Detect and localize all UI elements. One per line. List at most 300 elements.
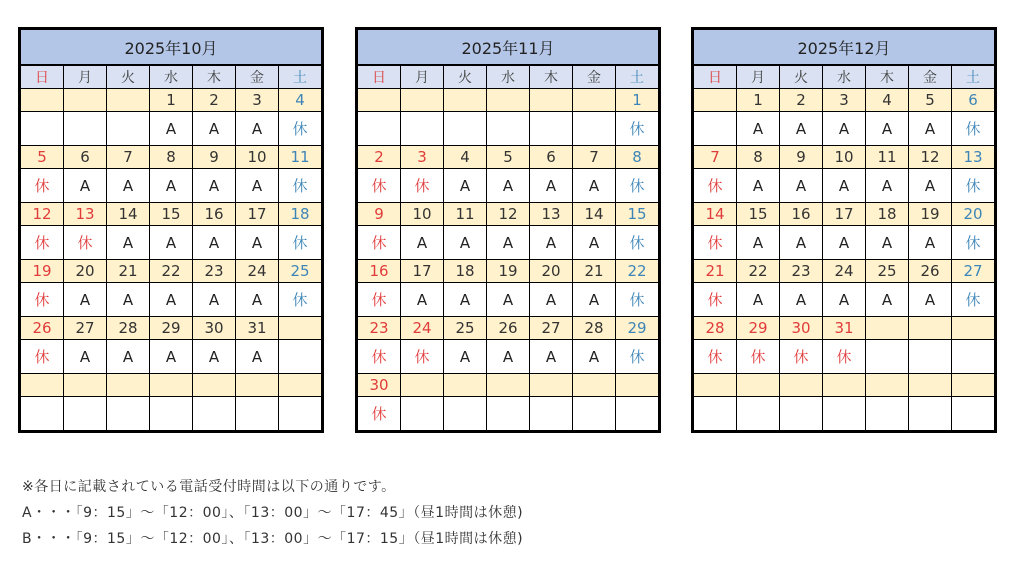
date-cell (444, 374, 487, 397)
date-cell (694, 374, 737, 397)
date-cell: 26 (909, 260, 952, 283)
status-cell (107, 397, 150, 431)
status-row (358, 283, 659, 317)
status-row (358, 169, 659, 203)
date-cell: 23 (780, 260, 823, 283)
date-cell (279, 317, 322, 340)
status-cell: A (150, 169, 193, 203)
date-cell (193, 374, 236, 397)
date-cell: 13 (64, 203, 107, 226)
date-cell: 20 (952, 203, 995, 226)
date-cell (487, 89, 530, 112)
date-row (21, 317, 322, 340)
status-cell: A (107, 226, 150, 260)
status-row (694, 169, 995, 203)
status-cell (780, 397, 823, 431)
status-cell (823, 397, 866, 431)
status-cell (487, 397, 530, 431)
date-cell (107, 374, 150, 397)
date-cell (694, 89, 737, 112)
weekday-header: 水 (150, 65, 193, 89)
date-cell (64, 89, 107, 112)
date-cell: 4 (279, 89, 322, 112)
date-cell: 22 (150, 260, 193, 283)
weekday-header: 土 (952, 65, 995, 89)
status-cell: A (401, 283, 444, 317)
status-row (358, 397, 659, 431)
status-cell: A (573, 226, 616, 260)
date-row (21, 89, 322, 112)
date-cell: 28 (694, 317, 737, 340)
date-row (694, 260, 995, 283)
status-cell: 休 (823, 340, 866, 374)
weekday-header: 金 (909, 65, 952, 89)
status-row (21, 283, 322, 317)
date-cell: 11 (444, 203, 487, 226)
status-cell: A (737, 283, 780, 317)
status-cell: A (193, 340, 236, 374)
date-row (358, 146, 659, 169)
date-cell: 21 (107, 260, 150, 283)
status-cell (573, 397, 616, 431)
calendar-december (691, 27, 997, 433)
status-cell (866, 397, 909, 431)
date-cell: 10 (401, 203, 444, 226)
date-cell (401, 374, 444, 397)
status-cell (21, 397, 64, 431)
weekday-header: 火 (444, 65, 487, 89)
weekday-header: 金 (236, 65, 279, 89)
date-cell: 4 (866, 89, 909, 112)
status-cell: A (150, 340, 193, 374)
status-cell: 休 (694, 169, 737, 203)
date-cell (866, 374, 909, 397)
date-cell: 29 (616, 317, 659, 340)
status-cell (952, 340, 995, 374)
status-cell: A (487, 226, 530, 260)
date-cell: 11 (866, 146, 909, 169)
weekday-header: 木 (530, 65, 573, 89)
status-cell (616, 397, 659, 431)
status-cell: 休 (616, 283, 659, 317)
status-cell: A (866, 112, 909, 146)
status-cell: A (737, 169, 780, 203)
status-cell: A (530, 340, 573, 374)
notes-intro: ※各日に記載されている電話受付時間は以下の通りです。 (22, 479, 396, 495)
status-cell: 休 (358, 340, 401, 374)
status-cell: A (107, 283, 150, 317)
month-title: 2025年11月 (358, 30, 659, 66)
status-cell: 休 (616, 169, 659, 203)
status-cell: A (909, 283, 952, 317)
status-cell (236, 397, 279, 431)
date-row (358, 317, 659, 340)
date-cell (530, 89, 573, 112)
status-cell (952, 397, 995, 431)
date-cell: 1 (737, 89, 780, 112)
status-cell: 休 (21, 226, 64, 260)
date-cell (909, 317, 952, 340)
status-cell: 休 (358, 397, 401, 431)
date-cell (573, 374, 616, 397)
status-cell: A (573, 169, 616, 203)
status-row (358, 340, 659, 374)
date-cell: 25 (279, 260, 322, 283)
weekday-header: 水 (823, 65, 866, 89)
date-cell: 12 (487, 203, 530, 226)
status-cell: A (909, 112, 952, 146)
date-cell (64, 374, 107, 397)
date-cell: 12 (21, 203, 64, 226)
status-cell (358, 112, 401, 146)
weekday-header: 木 (866, 65, 909, 89)
status-cell: 休 (279, 112, 322, 146)
date-cell: 8 (150, 146, 193, 169)
date-cell: 22 (737, 260, 780, 283)
date-cell: 20 (64, 260, 107, 283)
status-cell: A (150, 226, 193, 260)
status-row (21, 169, 322, 203)
date-cell: 9 (780, 146, 823, 169)
status-cell: A (444, 226, 487, 260)
status-row (694, 340, 995, 374)
status-cell: 休 (952, 112, 995, 146)
status-cell (737, 397, 780, 431)
weekday-header: 火 (107, 65, 150, 89)
status-cell: A (107, 340, 150, 374)
date-cell (616, 374, 659, 397)
status-cell: 休 (21, 169, 64, 203)
date-cell: 17 (236, 203, 279, 226)
date-cell: 29 (150, 317, 193, 340)
weekday-header: 土 (616, 65, 659, 89)
status-cell: 休 (694, 283, 737, 317)
date-cell: 30 (358, 374, 401, 397)
status-cell: A (780, 169, 823, 203)
date-cell: 2 (780, 89, 823, 112)
status-cell: A (780, 112, 823, 146)
date-cell: 18 (866, 203, 909, 226)
date-cell: 15 (150, 203, 193, 226)
status-cell: 休 (952, 283, 995, 317)
status-cell: A (866, 283, 909, 317)
month-title: 2025年10月 (21, 30, 322, 66)
status-row (358, 226, 659, 260)
status-cell: A (64, 169, 107, 203)
date-row (694, 374, 995, 397)
date-cell: 27 (64, 317, 107, 340)
date-cell: 24 (401, 317, 444, 340)
date-cell: 2 (193, 89, 236, 112)
status-cell: A (909, 169, 952, 203)
date-cell (823, 374, 866, 397)
date-row (358, 89, 659, 112)
status-cell: 休 (616, 112, 659, 146)
weekday-header: 日 (358, 65, 401, 89)
status-cell: 休 (358, 283, 401, 317)
status-cell: A (236, 283, 279, 317)
weekday-header: 木 (193, 65, 236, 89)
date-cell: 19 (21, 260, 64, 283)
status-cell (909, 397, 952, 431)
date-cell: 7 (573, 146, 616, 169)
date-cell (21, 89, 64, 112)
status-cell: A (530, 283, 573, 317)
date-cell (236, 374, 279, 397)
month-title: 2025年12月 (694, 30, 995, 66)
date-cell: 8 (616, 146, 659, 169)
status-cell: 休 (21, 283, 64, 317)
status-row (21, 226, 322, 260)
date-row (21, 203, 322, 226)
date-cell: 12 (909, 146, 952, 169)
status-cell (530, 112, 573, 146)
calendar-november (355, 27, 661, 433)
date-cell (150, 374, 193, 397)
status-cell (444, 112, 487, 146)
date-cell: 7 (694, 146, 737, 169)
status-cell (401, 397, 444, 431)
date-cell: 27 (952, 260, 995, 283)
date-cell: 20 (530, 260, 573, 283)
date-cell: 28 (573, 317, 616, 340)
status-cell: 休 (737, 340, 780, 374)
date-cell: 23 (358, 317, 401, 340)
status-cell (279, 340, 322, 374)
status-cell: 休 (358, 226, 401, 260)
status-cell: A (780, 226, 823, 260)
date-cell: 6 (64, 146, 107, 169)
status-cell (21, 112, 64, 146)
status-cell: 休 (616, 226, 659, 260)
date-cell (487, 374, 530, 397)
status-cell: 休 (358, 169, 401, 203)
status-cell: A (823, 112, 866, 146)
status-cell: 休 (694, 226, 737, 260)
status-cell: 休 (401, 340, 444, 374)
date-cell (737, 374, 780, 397)
status-cell: A (64, 283, 107, 317)
status-cell: A (236, 340, 279, 374)
notes-line-a: A・・・「9：15」～「12：00」、「13：00」～「17：45」（昼1時間は休憩) (22, 505, 524, 521)
date-cell: 18 (279, 203, 322, 226)
date-row (358, 260, 659, 283)
status-cell: A (444, 283, 487, 317)
status-cell: A (866, 226, 909, 260)
weekday-header: 月 (401, 65, 444, 89)
date-cell: 25 (444, 317, 487, 340)
status-row (21, 340, 322, 374)
date-row (694, 146, 995, 169)
date-cell: 13 (952, 146, 995, 169)
date-cell: 5 (21, 146, 64, 169)
date-cell (444, 89, 487, 112)
date-cell: 27 (530, 317, 573, 340)
hours-notes (22, 474, 523, 552)
status-cell: A (573, 283, 616, 317)
weekday-header: 土 (279, 65, 322, 89)
status-cell: A (193, 226, 236, 260)
date-cell (780, 374, 823, 397)
date-cell: 16 (780, 203, 823, 226)
weekday-header: 火 (780, 65, 823, 89)
date-cell: 16 (193, 203, 236, 226)
date-cell: 14 (107, 203, 150, 226)
status-cell: A (444, 169, 487, 203)
status-cell: 休 (64, 226, 107, 260)
status-cell: A (236, 112, 279, 146)
date-cell: 6 (530, 146, 573, 169)
date-row (694, 203, 995, 226)
date-cell: 11 (279, 146, 322, 169)
date-cell: 18 (444, 260, 487, 283)
status-cell (530, 397, 573, 431)
date-cell: 16 (358, 260, 401, 283)
status-cell: A (64, 340, 107, 374)
date-cell: 9 (358, 203, 401, 226)
date-cell: 5 (487, 146, 530, 169)
status-cell: A (823, 283, 866, 317)
status-cell: 休 (279, 226, 322, 260)
date-cell: 19 (487, 260, 530, 283)
date-cell: 8 (737, 146, 780, 169)
status-cell: A (487, 340, 530, 374)
status-row (694, 397, 995, 431)
status-cell: A (487, 169, 530, 203)
status-cell (64, 112, 107, 146)
status-cell (694, 397, 737, 431)
status-cell: 休 (279, 283, 322, 317)
date-row (694, 317, 995, 340)
date-cell: 4 (444, 146, 487, 169)
status-cell (107, 112, 150, 146)
date-cell (530, 374, 573, 397)
status-cell: 休 (952, 169, 995, 203)
date-cell: 3 (823, 89, 866, 112)
date-cell: 1 (616, 89, 659, 112)
status-cell: A (193, 283, 236, 317)
date-cell: 10 (236, 146, 279, 169)
date-cell: 24 (236, 260, 279, 283)
status-cell: 休 (21, 340, 64, 374)
status-cell (444, 397, 487, 431)
status-cell: 休 (952, 226, 995, 260)
date-cell: 28 (107, 317, 150, 340)
date-cell (866, 317, 909, 340)
status-cell: 休 (694, 340, 737, 374)
date-cell: 3 (401, 146, 444, 169)
status-cell (909, 340, 952, 374)
date-cell: 7 (107, 146, 150, 169)
status-cell: A (737, 226, 780, 260)
status-row (21, 112, 322, 146)
status-cell (279, 397, 322, 431)
status-cell: 休 (780, 340, 823, 374)
date-cell (279, 374, 322, 397)
status-row (694, 226, 995, 260)
date-cell: 13 (530, 203, 573, 226)
status-cell (694, 112, 737, 146)
weekday-header: 月 (737, 65, 780, 89)
date-cell: 26 (487, 317, 530, 340)
date-cell: 21 (573, 260, 616, 283)
date-cell (952, 374, 995, 397)
date-row (21, 146, 322, 169)
date-cell (358, 89, 401, 112)
date-row (358, 374, 659, 397)
date-cell: 30 (193, 317, 236, 340)
status-cell: A (823, 169, 866, 203)
status-row (694, 283, 995, 317)
status-cell: A (401, 226, 444, 260)
date-cell: 21 (694, 260, 737, 283)
date-cell: 10 (823, 146, 866, 169)
date-cell: 24 (823, 260, 866, 283)
date-row (694, 89, 995, 112)
date-cell: 14 (694, 203, 737, 226)
status-cell: A (236, 226, 279, 260)
date-cell (401, 89, 444, 112)
status-cell: A (150, 112, 193, 146)
status-cell: A (573, 340, 616, 374)
notes-line-b: B・・・「9：15」～「12：00」、「13：00」～「17：15」（昼1時間は休憩) (22, 531, 524, 547)
date-cell: 6 (952, 89, 995, 112)
status-cell: A (193, 169, 236, 203)
date-cell (573, 89, 616, 112)
status-cell: A (909, 226, 952, 260)
status-cell: A (530, 226, 573, 260)
date-cell: 17 (401, 260, 444, 283)
status-cell: 休 (279, 169, 322, 203)
status-cell: A (150, 283, 193, 317)
date-cell: 31 (823, 317, 866, 340)
date-cell (909, 374, 952, 397)
status-cell: A (530, 169, 573, 203)
calendar-october (18, 27, 324, 433)
status-cell (487, 112, 530, 146)
date-cell: 29 (737, 317, 780, 340)
date-cell: 23 (193, 260, 236, 283)
date-cell: 17 (823, 203, 866, 226)
status-cell (150, 397, 193, 431)
status-cell: 休 (616, 340, 659, 374)
status-cell (573, 112, 616, 146)
weekday-header: 月 (64, 65, 107, 89)
date-row (21, 374, 322, 397)
date-cell: 9 (193, 146, 236, 169)
date-row (358, 203, 659, 226)
status-row (21, 397, 322, 431)
status-cell: A (866, 169, 909, 203)
date-cell: 15 (737, 203, 780, 226)
status-cell (64, 397, 107, 431)
date-cell: 19 (909, 203, 952, 226)
date-cell (952, 317, 995, 340)
date-cell: 31 (236, 317, 279, 340)
weekday-header: 日 (21, 65, 64, 89)
status-cell: A (236, 169, 279, 203)
date-cell: 15 (616, 203, 659, 226)
status-cell: A (193, 112, 236, 146)
status-cell: A (823, 226, 866, 260)
status-cell (193, 397, 236, 431)
date-cell: 22 (616, 260, 659, 283)
date-cell: 26 (21, 317, 64, 340)
weekday-header: 日 (694, 65, 737, 89)
status-cell: A (487, 283, 530, 317)
date-cell: 5 (909, 89, 952, 112)
status-cell (866, 340, 909, 374)
